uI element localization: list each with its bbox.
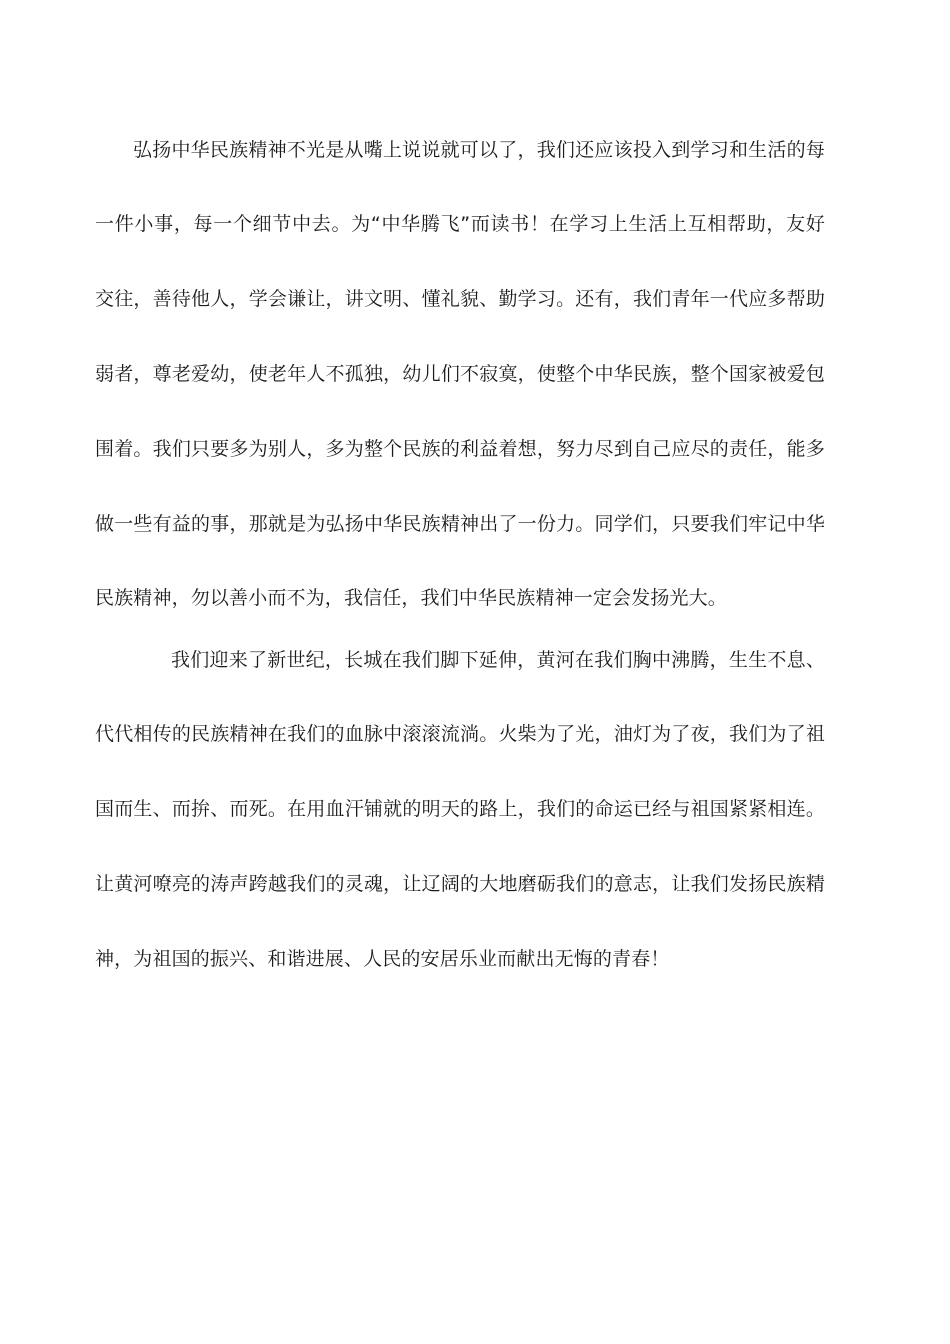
text-line: 一件小事，每一个细节中去。为“中华腾飞”而读书！在学习上生活上互相帮助，友好: [95, 213, 825, 235]
text-line: 交往，善待他人，学会谦让，讲文明、懂礼貌、勤学习。还有，我们青年一代应多帮助: [95, 288, 825, 310]
text-line: 弘扬中华民族精神不光是从嘴上说说就可以了，我们还应该投入到学习和生活的每: [133, 139, 825, 161]
text-line: 神，为祖国的振兴、和谐进展、人民的安居乐业而献出无悔的青春！: [95, 948, 670, 970]
text-line: 代代相传的民族精神在我们的血脉中滚滚流淌。火柴为了光，油灯为了夜，我们为了祖: [95, 723, 825, 745]
text-line: 做一些有益的事，那就是为弘扬中华民族精神出了一份力。同学们，只要我们牢记中华: [95, 513, 825, 535]
text-line: 弱者，尊老爱幼，使老年人不孤独，幼儿们不寂寞，使整个中华民族，整个国家被爱包: [95, 363, 825, 385]
text-line: 让黄河嘹亮的涛声跨越我们的灵魂，让辽阔的大地磨砺我们的意志，让我们发扬民族精: [95, 873, 825, 895]
text-line: 民族精神，勿以善小而不为，我信任，我们中华民族精神一定会发扬光大。: [95, 587, 727, 609]
text-line: 我们迎来了新世纪，长城在我们脚下延伸，黄河在我们胸中沸腾，生生不息、: [171, 649, 825, 671]
text-line: 围着。我们只要多为别人，多为整个民族的利益着想，努力尽到自己应尽的责任，能多: [95, 438, 825, 460]
text-line: 国而生、而拚、而死。在用血汗铺就的明天的路上，我们的命运已经与祖国紧紧相连。: [95, 798, 825, 820]
